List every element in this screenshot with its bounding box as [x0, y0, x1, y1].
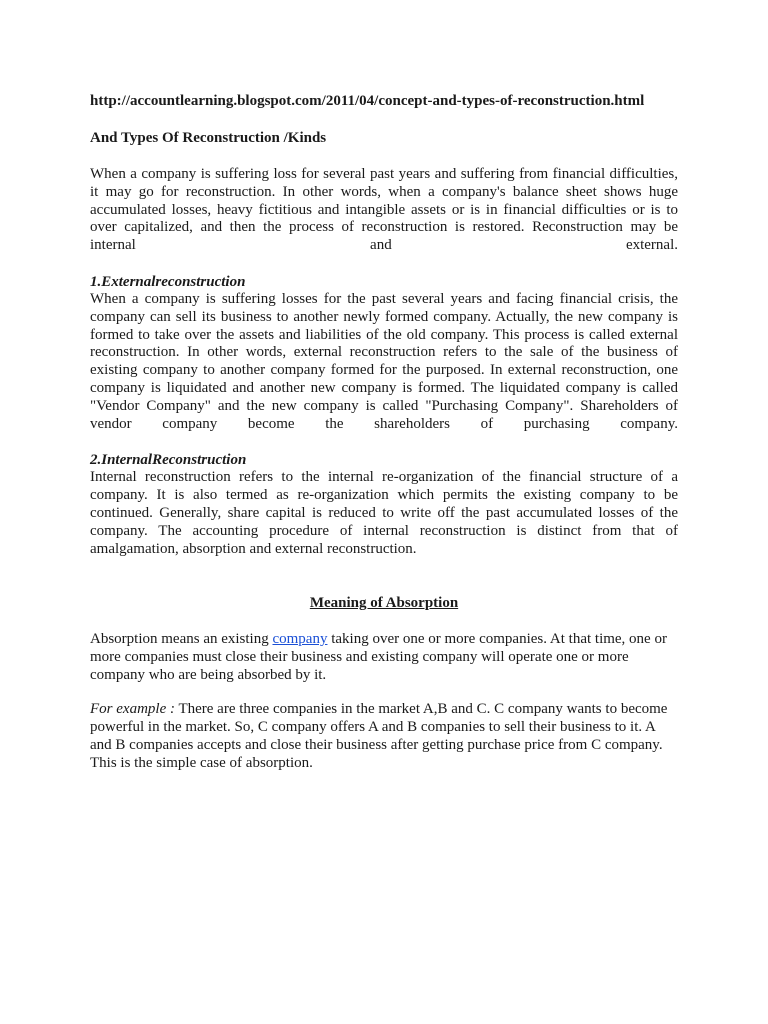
- intro-paragraph: When a company is suffering loss for several past years and suffering from financial difficulties, it may go for reconstruction. In other words, when a company's balance sheet shows huge accumulated losses, heavy fictitious and intangible assets or is in financial difficulties or is to over capitalized, and then the process of reconstruction is restored. Reconstruction may be internal and external.: [90, 166, 678, 254]
- absorption-title: Meaning of Absorption: [309, 595, 459, 612]
- example-text: There are three companies in the market A,B and C. C company wants to become powerful in the market. So, C company offers A and B companies to sell their business to it. A and B companies accepts and close their business after getting purchase price from C company. This is the simple case of absorption.: [90, 701, 668, 772]
- external-reconstruction-title: 1.Externalreconstruction: [90, 273, 246, 290]
- absorption-text-end: taking over one or more companies. At that time, one or more companies must close their business and existing company will operate one or more company who are being absorbed by it.: [90, 631, 667, 684]
- internal-reconstruction-paragraph: Internal reconstruction refers to the internal re-organization of the financial structure of a company. It is also termed as re-organization which permits the existing company to be continued. Generally, share capital is reduced to write off the past accumulated losses of the company. The accounting procedure of internal reconstruction is distinct from that of amalgamation, absorption and external reconstruction.: [90, 469, 678, 557]
- document-content: [90, 92, 678, 788]
- external-reconstruction-section: [90, 273, 678, 433]
- document-heading: And Types Of Reconstruction /Kinds: [90, 130, 327, 146]
- intro-section: [90, 166, 678, 255]
- source-url: http://accountlearning.blogspot.com/2011/04/concept-and-types-of-reconstruction.html: [90, 93, 645, 109]
- example-paragraph: [90, 700, 678, 772]
- company-link[interactable]: company: [272, 631, 328, 648]
- absorption-paragraph: [90, 630, 678, 684]
- absorption-text-start: Absorption means an existing: [90, 631, 273, 648]
- external-reconstruction-paragraph: When a company is suffering losses for the past several years and facing financial crisis, the company can sell its business to another newly formed company. Actually, the new company is formed to take over the assets and liabilities of the old company. This process is called external reconstruction. In other words, external reconstruction refers to the sale of the business of existing company to another company formed for the purposed. In external reconstruction, one company is liquidated and another new company is formed. The liquidated company is called "Vendor Company" and the new company is called "Purchasing Company". Shareholders of vendor company become the shareholders of purchasing company.: [90, 290, 678, 432]
- example-label: For example :: [90, 701, 175, 718]
- internal-reconstruction-title: 2.InternalReconstruction: [90, 452, 247, 469]
- internal-reconstruction-section: [90, 451, 678, 558]
